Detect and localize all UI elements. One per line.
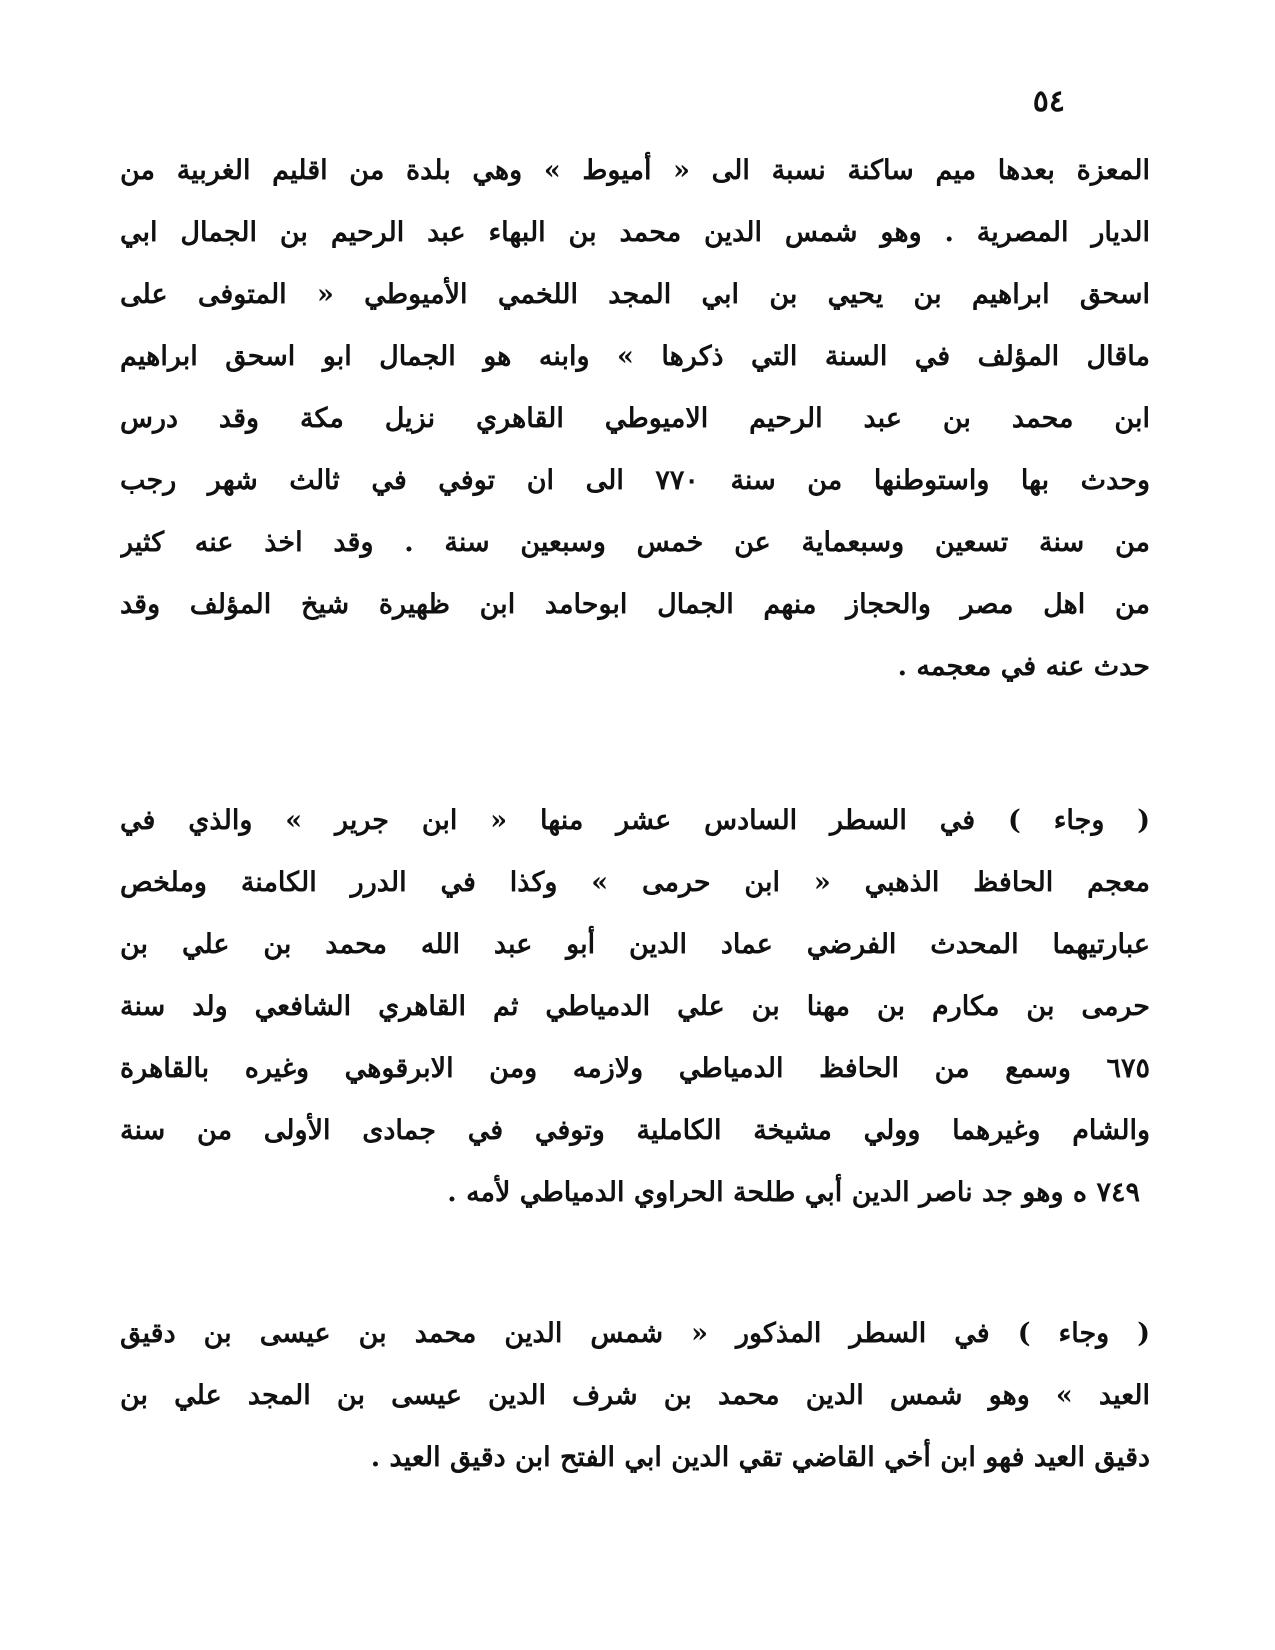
text-line: حدث عنه في معجمه .	[897, 651, 1150, 682]
text-line: المعزة بعدها ميم ساكنة نسبة الى « أميوط » وهي بلدة من اقليم الغربية من	[120, 155, 1150, 186]
text-line: اسحق ابراهيم بن يحيي بن ابي المجد اللخمي الأميوطي « المتوفى على	[120, 279, 1150, 310]
text-line: ( وجاء ) في السطر السادس عشر منها « ابن جرير » والذي في	[120, 805, 1150, 836]
text-line: حرمى بن مكارم بن مهنا بن علي الدمياطي ثم القاهري الشافعي ولد سنة	[120, 991, 1150, 1022]
text-line: والشام وغيرهما وولي مشيخة الكاملية وتوفي في جمادى الأولى من سنة	[120, 1115, 1150, 1146]
text-line: الديار المصرية . وهو شمس الدين محمد بن البهاء عبد الرحيم بن الجمال ابي	[120, 217, 1150, 248]
text-line: من سنة تسعين وسبعماية عن خمس وسبعين سنة . وقد اخذ عنه كثير	[120, 527, 1150, 558]
text-line: دقيق العيد فهو ابن أخي القاضي تقي الدين ابي الفتح ابن دقيق العيد .	[370, 1442, 1150, 1473]
text-line: ابن محمد بن عبد الرحيم الاميوطي القاهري نزيل مكة وقد درس	[120, 403, 1150, 434]
text-line: معجم الحافظ الذهبي « ابن حرمى » وكذا في الدرر الكامنة وملخص	[120, 867, 1150, 898]
text-line: ٧٤٩ ه وهو جد ناصر الدين أبي طلحة الحراوي الدمياطي لأمه .	[447, 1177, 1140, 1208]
paragraph-2	[120, 790, 1150, 1224]
paragraph-1	[120, 140, 1150, 698]
text-line: العيد » وهو شمس الدين محمد بن شرف الدين عيسى بن المجد علي بن	[120, 1380, 1150, 1411]
text-line: ( وجاء ) في السطر المذكور « شمس الدين محمد بن عيسى بن دقيق	[120, 1318, 1150, 1349]
page-number: ٥٤	[1032, 84, 1065, 119]
paragraph-3	[120, 1303, 1150, 1489]
text-line: ماقال المؤلف في السنة التي ذكرها » وابنه هو الجمال ابو اسحق ابراهيم	[120, 341, 1150, 372]
text-line: وحدث بها واستوطنها من سنة ٧٧٠ الى ان توفي في ثالث شهر رجب	[120, 465, 1150, 496]
text-line: عبارتيهما المحدث الفرضي عماد الدين أبو عبد الله محمد بن علي بن	[120, 929, 1150, 960]
text-line: ٦٧٥ وسمع من الحافظ الدمياطي ولازمه ومن الابرقوهي وغيره بالقاهرة	[120, 1053, 1150, 1084]
text-line: من اهل مصر والحجاز منهم الجمال ابوحامد ابن ظهيرة شيخ المؤلف وقد	[120, 589, 1150, 620]
